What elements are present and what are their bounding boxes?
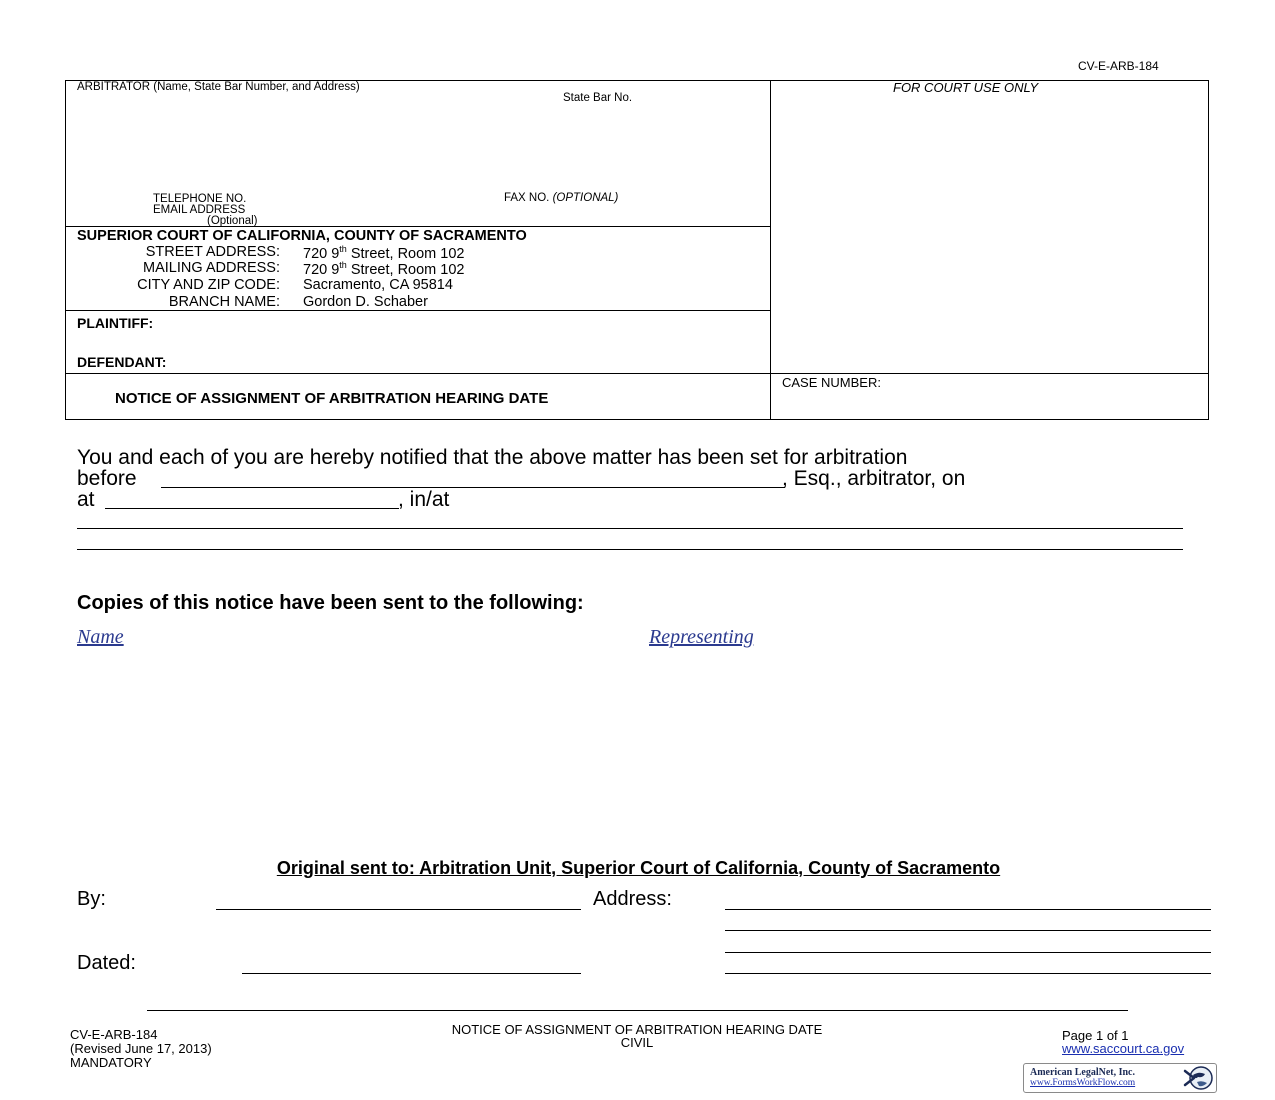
dated-label: Dated: <box>77 952 136 974</box>
email-optional: (Optional) <box>207 215 258 227</box>
footer-code: CV-E-ARB-184 <box>70 1027 158 1042</box>
document-title: NOTICE OF ASSIGNMENT OF ARBITRATION HEARING DATE <box>115 390 549 407</box>
city-label: CITY AND ZIP CODE: <box>137 277 280 293</box>
address-label: Address: <box>593 888 672 910</box>
parties-section-divider <box>65 373 1209 374</box>
case-number-label: CASE NUMBER: <box>782 375 881 390</box>
footer-rule <box>147 1010 1128 1011</box>
footer-page: Page 1 of 1 <box>1062 1028 1129 1043</box>
notice-line-1: You and each of you are hereby notified that the above matter has been set for arbitration <box>77 446 908 469</box>
fax-label-group <box>504 192 618 204</box>
address-blank-4[interactable] <box>725 973 1211 974</box>
fax-label: FAX NO. <box>504 192 550 204</box>
notice-at: at <box>77 488 95 511</box>
address-blank-3[interactable] <box>725 952 1211 953</box>
footer-left <box>70 1028 212 1070</box>
location-blank-2[interactable] <box>77 549 1183 550</box>
location-blank-1[interactable] <box>77 528 1183 529</box>
notice-in-at: , in/at <box>398 488 450 511</box>
address-blank-2[interactable] <box>725 930 1211 931</box>
by-blank[interactable] <box>216 909 581 910</box>
telephone-label: TELEPHONE NO. <box>153 193 247 205</box>
plaintiff-label: PLAINTIFF: <box>77 315 154 331</box>
state-bar-label: State Bar No. <box>563 92 633 104</box>
representing-column-header: Representing <box>649 626 754 648</box>
caption-divider <box>770 80 771 420</box>
fax-optional: (OPTIONAL) <box>552 192 619 204</box>
street-prefix: 720 9 <box>303 245 340 262</box>
address-blank-1[interactable] <box>725 909 1211 910</box>
footer-center <box>380 1023 894 1049</box>
branch-label: BRANCH NAME: <box>168 294 280 310</box>
street-sup: th <box>339 244 347 254</box>
street-suffix: Street, Room 102 <box>346 245 465 262</box>
by-label: By: <box>77 888 106 910</box>
email-label: EMAIL ADDRESS <box>153 204 246 216</box>
footer-subtitle: CIVIL <box>620 1035 654 1050</box>
form-code-top: CV-E-ARB-184 <box>1078 59 1159 73</box>
mailing-label: MAILING ADDRESS: <box>143 260 280 276</box>
footer-revised: (Revised June 17, 2013) <box>70 1041 212 1056</box>
mailing-value <box>303 260 464 278</box>
footer-title: NOTICE OF ASSIGNMENT OF ARBITRATION HEARING DATE <box>451 1022 823 1037</box>
footer-mandatory: MANDATORY <box>70 1055 152 1070</box>
hearing-time-blank[interactable] <box>105 508 399 509</box>
notice-before: before <box>77 467 137 490</box>
street-label: STREET ADDRESS: <box>145 244 280 260</box>
original-sent-to <box>0 858 1275 879</box>
mailing-sup: th <box>339 260 347 270</box>
branch-value: Gordon D. Schaber <box>303 294 428 310</box>
mailing-prefix: 720 9 <box>303 261 340 278</box>
arbitrator-section-divider <box>65 226 770 227</box>
name-column-header: Name <box>77 626 124 648</box>
defendant-label: DEFENDANT: <box>77 354 167 370</box>
original-sent-to-text: Original sent to: Arbitration Unit, Superior Court of California, County of Sacramento <box>276 858 1001 878</box>
dated-blank[interactable] <box>242 973 581 974</box>
arbitrator-name-blank[interactable] <box>161 487 785 488</box>
court-section-divider <box>65 310 770 311</box>
badge-name: American LegalNet, Inc. <box>1030 1067 1135 1078</box>
arbitrator-label: ARBITRATOR (Name, State Bar Number, and Address) <box>77 81 360 93</box>
city-value: Sacramento, CA 95814 <box>303 277 453 293</box>
footer-website-link[interactable]: www.saccourt.ca.gov <box>1062 1041 1185 1056</box>
copies-heading: Copies of this notice have been sent to the following: <box>77 592 584 614</box>
court-use-label: FOR COURT USE ONLY <box>893 80 1039 95</box>
notice-esq: , Esq., arbitrator, on <box>782 467 966 490</box>
court-title: SUPERIOR COURT OF CALIFORNIA, COUNTY OF SACRAMENTO <box>77 228 527 244</box>
mailing-suffix: Street, Room 102 <box>346 261 465 278</box>
american-legalnet-badge[interactable] <box>1023 1063 1217 1093</box>
badge-url: www.FormsWorkFlow.com <box>1030 1078 1136 1088</box>
globe-icon <box>1181 1065 1215 1091</box>
